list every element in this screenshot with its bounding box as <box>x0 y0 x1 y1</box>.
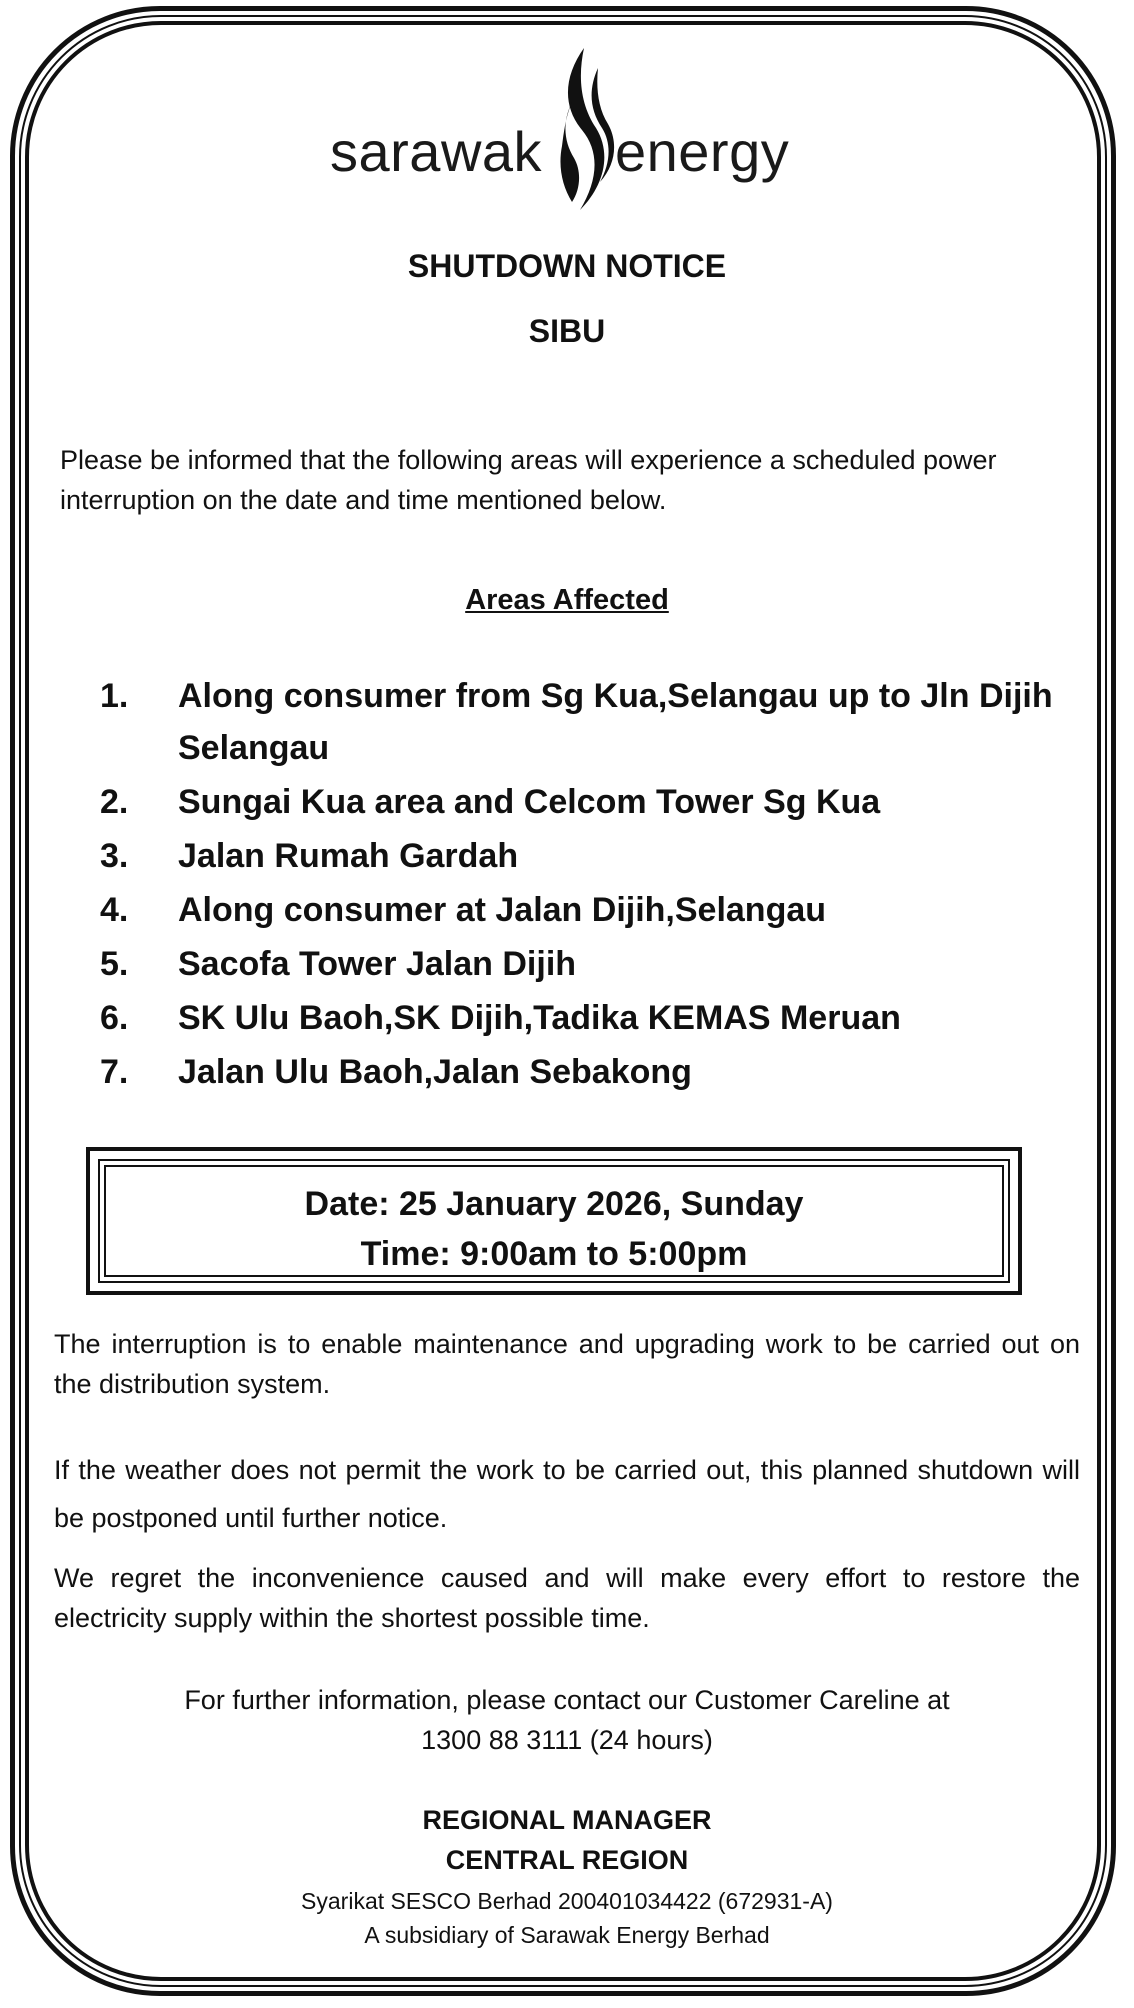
schedule-time: Time: 9:00am to 5:00pm <box>360 1235 748 1273</box>
schedule-box-border <box>98 1159 1010 1283</box>
schedule-box <box>86 1147 1022 1295</box>
list-item-text: Along consumer from Sg Kua,Selangau up to Jln Dijih Selangau <box>178 677 1053 767</box>
logo-word-energy: energy <box>615 120 790 183</box>
list-item-text: Jalan Rumah Gardah <box>178 837 519 875</box>
signature-title: REGIONAL MANAGER <box>422 1805 712 1835</box>
careline-number: 1300 88 3111 (24 hours) <box>421 1725 713 1755</box>
list-item-number: 5. <box>100 945 129 983</box>
list-item-text: Along consumer at Jalan Dijih,Selangau <box>178 891 827 929</box>
list-item-text: SK Ulu Baoh,SK Dijih,Tadika KEMAS Meruan <box>178 999 901 1037</box>
list-item-number: 3. <box>100 837 129 875</box>
list-item-text: Jalan Ulu Baoh,Jalan Sebakong <box>178 1053 692 1091</box>
schedule-box-content <box>104 1165 1004 1277</box>
list-item-number: 7. <box>100 1053 129 1091</box>
sarawak-energy-logo <box>330 46 810 216</box>
flame-icon <box>554 46 618 214</box>
logo-word-sarawak: sarawak <box>330 120 543 183</box>
areas-affected-heading: Areas Affected <box>465 584 669 616</box>
intro-paragraph: Please be informed that the following areas will experience a scheduled power interruption on the date and time mentioned below. <box>60 445 997 515</box>
list-item-text: Sacofa Tower Jalan Dijih <box>178 945 577 983</box>
list-item-number: 2. <box>100 783 129 821</box>
notice-title: SHUTDOWN NOTICE <box>407 248 727 284</box>
list-item <box>100 884 1060 936</box>
weather-paragraph: If the weather does not permit the work to be carried out, this planned shutdown will be postponed until further notice. <box>54 1455 1080 1533</box>
signature-block <box>0 1800 1134 1880</box>
signature-region: CENTRAL REGION <box>445 1845 689 1875</box>
apology-paragraph: We regret the inconvenience caused and will make every effort to restore the electricity supply within the shortest possible time. <box>54 1563 1080 1633</box>
list-item-number: 4. <box>100 891 129 929</box>
list-item <box>100 1046 1060 1098</box>
schedule-date: Date: 25 January 2026, Sunday <box>304 1185 804 1223</box>
list-item-text: Sungai Kua area and Celcom Tower Sg Kua <box>178 783 881 821</box>
company-registration: Syarikat SESCO Berhad 200401034422 (672931-A) <box>301 1888 833 1914</box>
company-block <box>0 1884 1134 1952</box>
purpose-paragraph: The interruption is to enable maintenance and upgrading work to be carried out on the distribution system. <box>54 1329 1080 1399</box>
list-item-number: 1. <box>100 677 129 715</box>
list-item <box>100 992 1060 1044</box>
list-item <box>100 938 1060 990</box>
company-subsidiary: A subsidiary of Sarawak Energy Berhad <box>364 1922 770 1948</box>
list-item-number: 6. <box>100 999 129 1037</box>
contact-block <box>0 1680 1134 1760</box>
list-item <box>100 830 1060 882</box>
list-item <box>100 670 1060 774</box>
notice-location: SIBU <box>528 313 606 349</box>
contact-line: For further information, please contact our Customer Careline at <box>184 1685 950 1715</box>
list-item <box>100 776 1060 828</box>
areas-list <box>100 670 1060 1100</box>
